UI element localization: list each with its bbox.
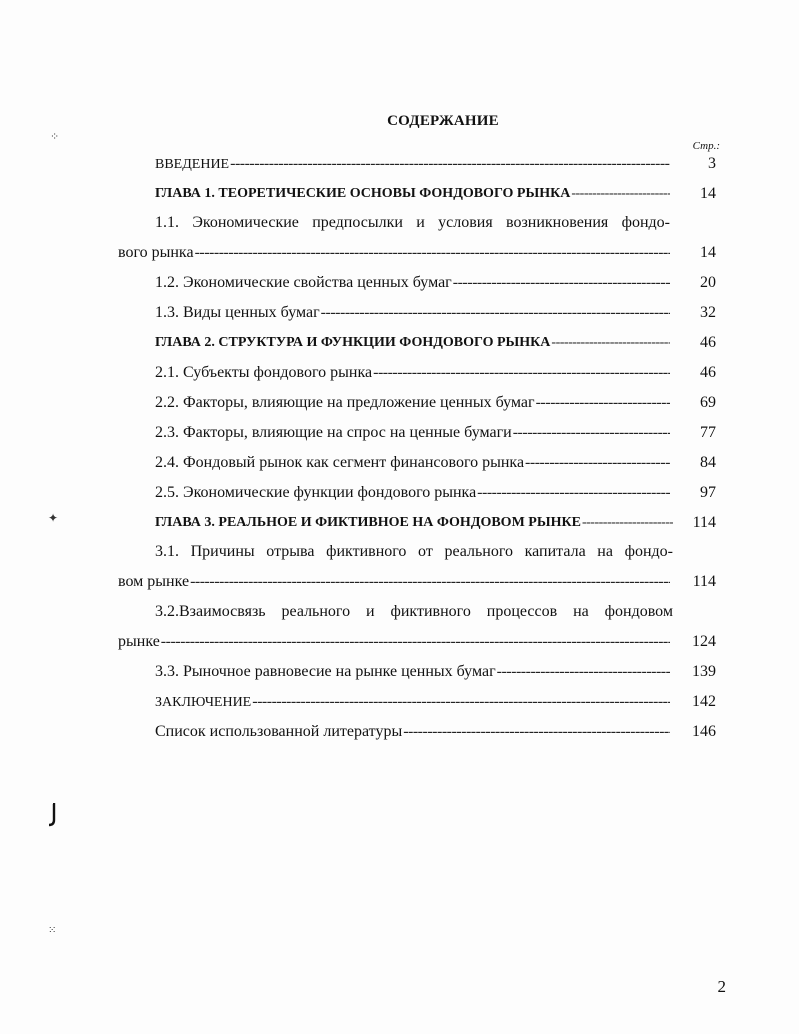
toc-entry-section-1-1	[118, 243, 670, 263]
toc-entry-section-3-2	[118, 632, 670, 652]
toc-entry-page: 69	[700, 394, 716, 411]
toc-entry-text: ГЛАВА 2. СТРУКТУРА И ФУНКЦИИ ФОНДОВОГО РЫНКА	[155, 335, 551, 350]
leader-dots	[536, 393, 670, 413]
toc-entry-text-line1: 3.2.Взаимосвязь реального и фиктивного процессов на фондовом	[155, 603, 673, 620]
leader-dots	[571, 184, 670, 204]
toc-entry-page: 3	[708, 155, 716, 172]
leader-dots	[403, 722, 670, 742]
leader-dots	[497, 662, 670, 682]
toc-entry-text: вого рынка	[118, 244, 194, 261]
toc-entry-page: 77	[700, 424, 716, 441]
toc-entry-section-1-3	[155, 303, 670, 323]
toc-entry-page: 114	[692, 514, 716, 531]
leader-dots	[453, 273, 670, 293]
toc-entry-text: ГЛАВА 3. РЕАЛЬНОЕ И ФИКТИВНОЕ НА ФОНДОВОМ РЫНКЕ	[155, 515, 581, 530]
toc-title: СОДЕРЖАНИЕ	[387, 113, 499, 129]
leader-dots	[551, 333, 670, 353]
toc-entry-text: 2.3. Факторы, влияющие на спрос на ценные бумаги	[155, 424, 512, 441]
toc-entry-conclusion	[155, 692, 670, 712]
toc-entry-chapter-1	[155, 184, 670, 204]
toc-entry-page: 97	[700, 484, 716, 501]
toc-entry-text: рынке	[118, 633, 160, 650]
scan-speck-mark	[48, 803, 54, 825]
toc-entry-text-line1: 1.1. Экономические предпосылки и условия возникновения фондо-	[155, 214, 670, 231]
toc-entry-text: 1.3. Виды ценных бумаг	[155, 304, 320, 321]
toc-entry-section-3-3	[155, 662, 670, 682]
leader-dots	[477, 483, 670, 503]
toc-entry-section-1-2	[155, 273, 670, 293]
toc-entry-text-line1: 3.1. Причины отрыва фиктивного от реального капитала на фондо-	[155, 543, 673, 560]
scan-speck-mark: ⁙	[48, 925, 57, 936]
toc-entry-text: 1.2. Экономические свойства ценных бумаг	[155, 274, 452, 291]
toc-entry-section-2-5	[155, 483, 670, 503]
toc-entry-page: 142	[692, 693, 716, 710]
leader-dots	[230, 154, 670, 174]
leader-dots	[582, 513, 673, 533]
toc-entry-page: 124	[692, 633, 716, 650]
toc-entry-section-2-3	[155, 423, 670, 443]
toc-entry-text: 2.4. Фондовый рынок как сегмент финансового рынка	[155, 454, 525, 471]
toc-entry-section-2-1	[155, 363, 670, 383]
toc-entry-introduction	[155, 154, 670, 174]
toc-entry-text: ЗАКЛЮЧЕНИЕ	[155, 695, 252, 710]
leader-dots	[321, 303, 670, 323]
toc-entry-text: 2.1. Субъекты фондового рынка	[155, 364, 373, 381]
leader-dots	[195, 243, 670, 263]
leader-dots	[513, 423, 670, 443]
toc-entry-chapter-3	[155, 513, 673, 533]
toc-entry-page: 46	[700, 364, 716, 381]
toc-entry-text: ВВЕДЕНИЕ	[155, 157, 230, 172]
toc-entry-page: 139	[692, 663, 716, 680]
toc-entry-page: 84	[700, 454, 716, 471]
toc-entry-text: вом рынке	[118, 573, 190, 590]
toc-entry-bibliography	[155, 722, 670, 742]
leader-dots	[252, 692, 670, 712]
toc-entry-chapter-2	[155, 333, 670, 353]
toc-entry-page: 46	[700, 334, 716, 351]
scan-speck-mark: ✦	[48, 511, 59, 525]
leader-dots	[525, 453, 670, 473]
toc-entry-section-2-4	[155, 453, 670, 473]
toc-entry-text: Список использованной литературы	[155, 723, 403, 740]
toc-entry-page: 114	[692, 573, 716, 590]
toc-entry-section-3-1	[118, 572, 670, 592]
leader-dots	[161, 632, 670, 652]
page-number: 2	[717, 977, 726, 996]
leader-dots	[373, 363, 670, 383]
toc-entry-text: ГЛАВА 1. ТЕОРЕТИЧЕСКИЕ ОСНОВЫ ФОНДОВОГО РЫНКА	[155, 186, 571, 201]
toc-entry-page: 14	[700, 244, 716, 261]
scan-speck-icon	[48, 803, 56, 827]
toc-entry-text: 3.3. Рыночное равновесие на рынке ценных бумаг	[155, 663, 496, 680]
scan-speck-mark: ⁘	[50, 130, 60, 143]
toc-entry-page: 146	[692, 723, 716, 740]
toc-entry-page: 32	[700, 304, 716, 321]
toc-entry-text: 2.5. Экономические функции фондового рынка	[155, 484, 477, 501]
toc-entry-page: 20	[700, 274, 716, 291]
page-column-header: Стр.:	[692, 140, 720, 152]
toc-entry-text: 2.2. Факторы, влияющие на предложение ценных бумаг	[155, 394, 535, 411]
toc-entry-page: 14	[700, 185, 716, 202]
leader-dots	[190, 572, 670, 592]
toc-entry-section-2-2	[155, 393, 670, 413]
